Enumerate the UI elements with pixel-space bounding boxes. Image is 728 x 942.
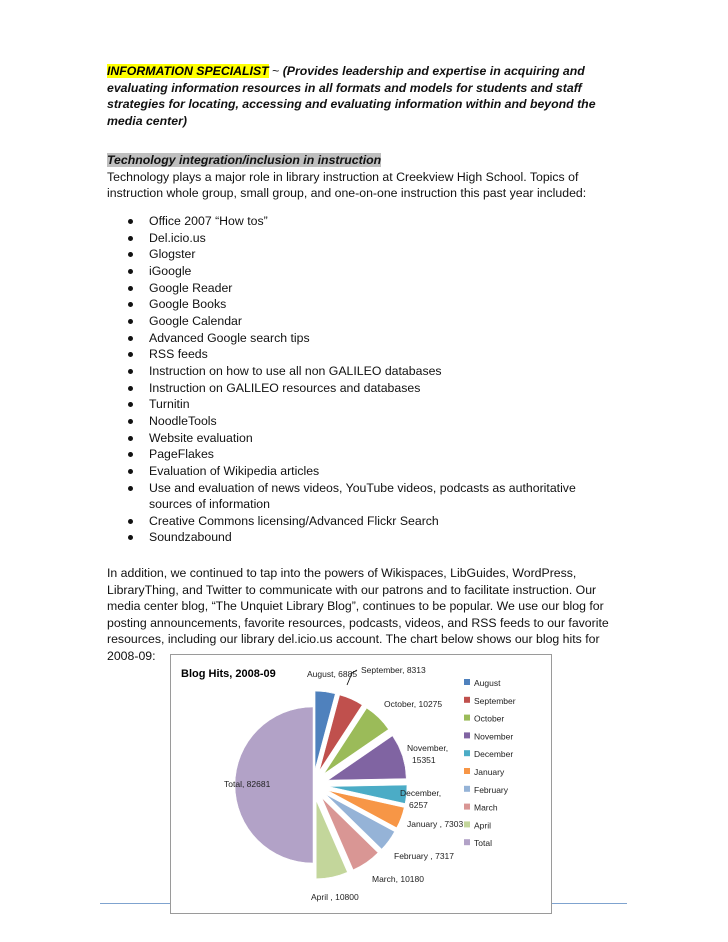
topic-text: Office 2007 “How tos” — [149, 214, 268, 228]
topic-item — [120, 396, 610, 413]
bullet-icon — [128, 452, 133, 457]
topic-item — [120, 313, 610, 330]
footer-rule-right — [552, 903, 627, 904]
topic-item — [120, 330, 610, 347]
blog-paragraph: In addition, we continued to tap into the powers of Wikispaces, LibGuides, WordPress, LibraryThing, and Twitter to communicate with our patrons and to facilitate instruction. Our media center blog, “The Unquiet Library Blog”, continues to be popular. We use our blog for posting announcements, favorite resources, podcasts, videos, and RSS feeds to our favorite resources, including our library del.icio.us account. The chart below shows our blog hits for 2008-09: — [107, 566, 609, 663]
role-header — [107, 63, 612, 129]
topic-item — [120, 280, 610, 297]
topic-text: Creative Commons licensing/Advanced Flickr Search — [149, 513, 439, 528]
bullet-icon — [128, 336, 133, 341]
legend-swatch — [464, 839, 470, 845]
topic-text: Evaluation of Wikipedia articles — [149, 463, 320, 478]
legend-swatch — [464, 804, 470, 810]
topics-list — [120, 213, 610, 546]
legend-label: September — [474, 695, 516, 706]
topic-item — [120, 246, 610, 263]
bullet-icon — [128, 519, 133, 524]
topic-item — [120, 480, 610, 513]
topic-item — [120, 263, 610, 280]
role-description: (Provides leadership and expertise in acquiring and evaluating information resources in all formats and models for students and staff strategies for locating, accessing and evaluating information within and beyond the media center) — [107, 64, 596, 128]
legend-label: August — [474, 678, 501, 688]
topic-text: Google Books — [149, 297, 227, 312]
chart-title: Blog Hits, 2008-09 — [181, 668, 276, 680]
tilde-separator: ~ — [268, 64, 283, 78]
topic-item — [120, 213, 610, 230]
topic-text: NoodleTools — [149, 413, 217, 428]
topic-item — [120, 513, 610, 530]
data-label: August, 6885 — [307, 669, 358, 679]
bullet-icon — [128, 219, 133, 224]
legend-swatch — [464, 715, 470, 721]
topic-text: Google Calendar — [149, 313, 242, 328]
legend-swatch — [464, 821, 470, 827]
data-label: September, 8313 — [361, 665, 426, 675]
bullet-icon — [128, 252, 133, 257]
legend-swatch — [464, 732, 470, 738]
bullet-icon — [128, 302, 133, 307]
legend-label: Total — [474, 838, 492, 849]
legend-swatch — [464, 679, 470, 685]
footer-rule-left — [100, 903, 170, 904]
bullet-icon — [128, 286, 133, 291]
chart-svg — [171, 655, 551, 913]
topic-item — [120, 230, 610, 247]
topic-item — [120, 296, 610, 313]
bullet-icon — [128, 269, 133, 274]
legend-swatch — [464, 750, 470, 756]
data-label: November, — [407, 743, 449, 753]
bullet-icon — [128, 319, 133, 324]
topic-item — [120, 413, 610, 430]
topic-text: Turnitin — [149, 397, 190, 412]
topic-text: Instruction on how to use all non GALILEO databases — [149, 363, 442, 378]
topic-text: Website evaluation — [149, 430, 253, 445]
topic-item — [120, 363, 610, 380]
topic-text: iGoogle — [149, 263, 192, 278]
role-title: INFORMATION SPECIALIST — [107, 64, 269, 78]
bullet-icon — [128, 236, 133, 241]
topic-item — [120, 380, 610, 397]
bullet-icon — [128, 402, 133, 407]
data-label: October, 10275 — [384, 699, 443, 709]
topic-text: PageFlakes — [149, 447, 214, 462]
topic-text: Instruction on GALILEO resources and databases — [149, 380, 421, 395]
bullet-icon — [128, 386, 133, 391]
data-label: April , 10800 — [311, 892, 359, 902]
legend-label: April — [474, 820, 492, 831]
topic-text: RSS feeds — [149, 347, 208, 362]
topic-item — [120, 446, 610, 463]
legend-label: March — [474, 802, 498, 813]
data-label: December, — [400, 788, 442, 798]
bullet-icon — [128, 369, 133, 374]
topic-text: Del.icio.us — [149, 230, 206, 245]
legend-label: December — [474, 749, 514, 760]
legend-label: October — [474, 713, 505, 724]
bullet-icon — [128, 436, 133, 441]
legend-label: November — [474, 731, 514, 742]
legend-swatch — [464, 786, 470, 792]
legend-label: February — [474, 784, 509, 795]
section-block — [107, 152, 612, 202]
section-heading: Technology integration/inclusion in instruction — [107, 153, 382, 167]
legend-swatch — [464, 768, 470, 774]
bullet-icon — [128, 469, 133, 474]
bullet-icon — [128, 352, 133, 357]
legend-label: January — [474, 767, 505, 777]
topic-item — [120, 346, 610, 363]
topic-text: Google Reader — [149, 280, 233, 295]
topic-item — [120, 529, 610, 546]
data-label: 6257 — [409, 800, 428, 810]
blog-hits-chart — [170, 654, 552, 914]
bullet-icon — [128, 535, 133, 540]
data-label: March, 10180 — [372, 874, 424, 884]
topic-text: Use and evaluation of news videos, YouTube videos, podcasts as authoritative sources of information — [149, 480, 576, 512]
topic-item — [120, 463, 610, 480]
topic-text: Advanced Google search tips — [149, 330, 310, 345]
section-intro: Technology plays a major role in library instruction at Creekview High School. Topics of instruction whole group, small group, and one-on-one instruction this past year included: — [107, 169, 587, 201]
bullet-icon — [128, 486, 133, 491]
data-label: February , 7317 — [394, 851, 455, 861]
topic-text: Glogster — [149, 247, 196, 262]
data-label: 15351 — [412, 755, 436, 765]
legend-swatch — [464, 697, 470, 703]
bullet-icon — [128, 419, 133, 424]
data-label: January , 7303 — [407, 819, 464, 829]
topic-item — [120, 430, 610, 447]
topic-text: Soundzabound — [149, 530, 232, 545]
data-label: Total, 82681 — [224, 779, 271, 789]
